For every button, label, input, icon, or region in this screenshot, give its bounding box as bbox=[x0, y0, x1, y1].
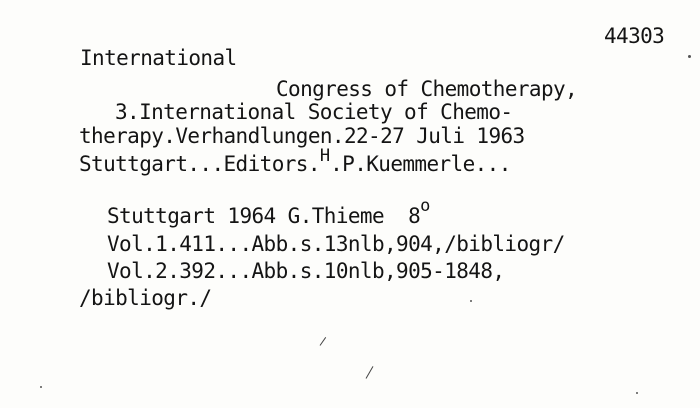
heading-line: International bbox=[80, 46, 237, 70]
title-line-4-superscript: H bbox=[319, 146, 331, 166]
scan-speck bbox=[636, 392, 638, 394]
volume-2-continuation: /bibliogr./ bbox=[79, 286, 212, 310]
scan-speck bbox=[40, 386, 42, 388]
title-line-3: therapy.Verhandlungen.22-27 Juli 1963 bbox=[79, 124, 525, 148]
imprint-text: Stuttgart 1964 G.Thieme 8 bbox=[107, 204, 421, 228]
scan-speck bbox=[688, 55, 691, 58]
imprint-line bbox=[107, 196, 431, 230]
title-line-4 bbox=[79, 146, 511, 178]
title-line-4-part-a: Stuttgart...Editors. bbox=[79, 152, 320, 176]
title-line-2-number: 3. bbox=[115, 100, 140, 124]
pen-mark bbox=[320, 337, 327, 346]
imprint-format-superscript: o bbox=[420, 196, 431, 216]
title-line-4-part-b: .P.Kuemmerle... bbox=[330, 152, 511, 176]
title-line-2 bbox=[115, 100, 512, 124]
volume-1-line: Vol.1.411...Abb.s.13nlb,904,/bibliogr/ bbox=[107, 232, 565, 256]
pen-mark bbox=[366, 366, 374, 379]
title-line-2-text: International Society of Chemo- bbox=[139, 100, 513, 124]
title-line-1: Congress of Chemotherapy, bbox=[276, 77, 578, 101]
scan-speck bbox=[470, 300, 472, 302]
volume-2-line: Vol.2.392...Abb.s.10nlb,905-1848, bbox=[107, 259, 505, 283]
accession-number: 44303 bbox=[604, 24, 665, 48]
